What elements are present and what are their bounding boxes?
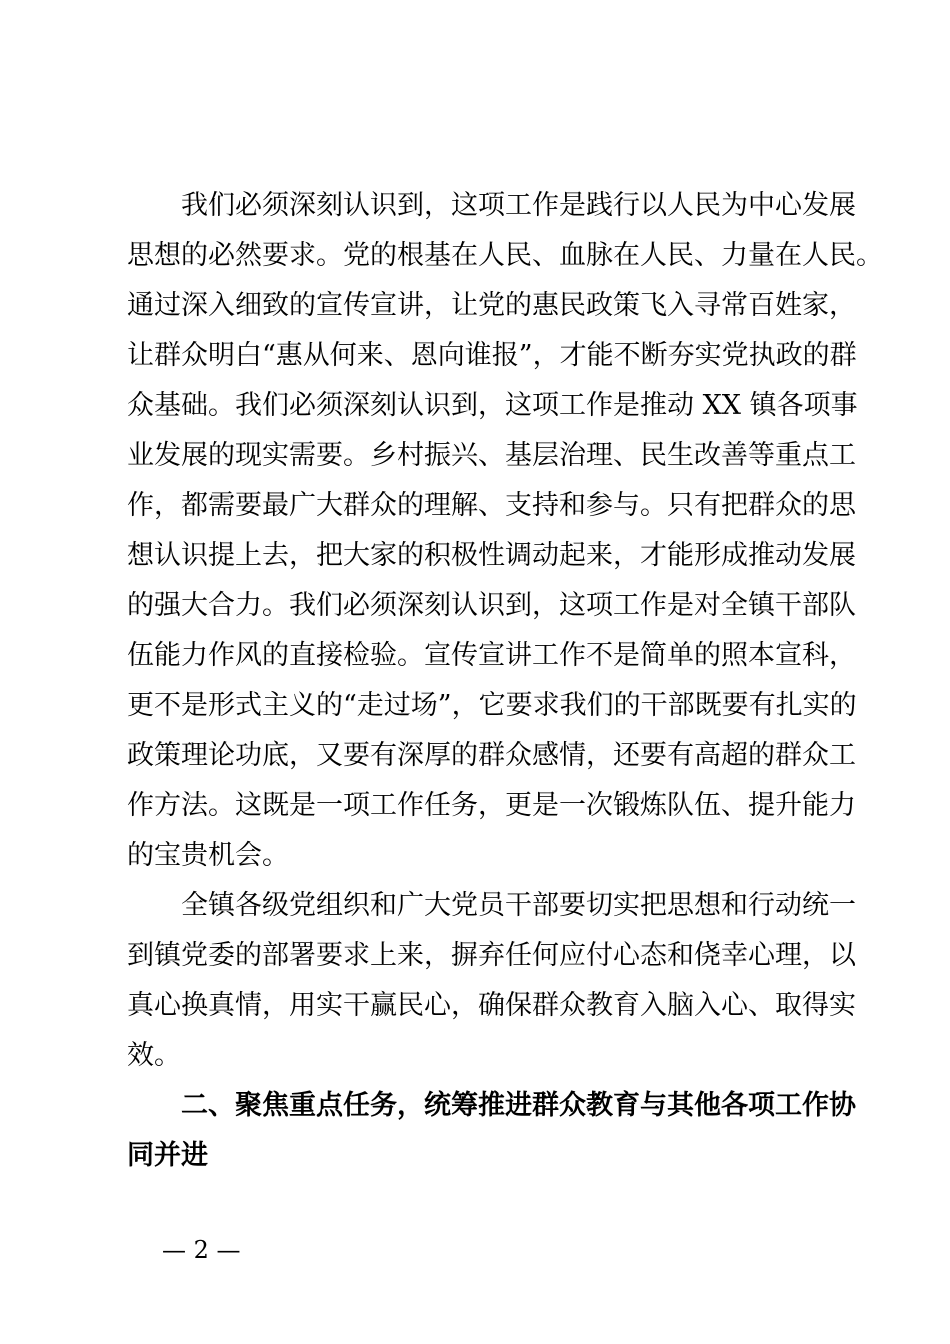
text-line: 想认识提上去，把大家的积极性调动起来，才能形成推动发展	[127, 540, 856, 571]
text-line: 让群众明白“惠从何来、恩向谁报”，才能不断夯实党执政的群	[127, 340, 857, 371]
text-line: 众基础。我们必须深刻认识到，这项工作是推动 XX 镇各项事	[127, 390, 858, 421]
text-line: 伍能力作风的直接检验。宣传宣讲工作不是简单的照本宣科，	[127, 640, 856, 671]
text-line: 更不是形式主义的“走过场”，它要求我们的干部既要有扎实的	[127, 690, 857, 721]
text-line: 的宝贵机会。	[127, 840, 289, 871]
section-heading-line: 二、聚焦重点任务，统筹推进群众教育与其他各项工作协	[127, 1090, 856, 1121]
text-line: 业发展的现实需要。乡村振兴、基层治理、民生改善等重点工	[127, 440, 856, 471]
text-line: 作方法。这既是一项工作任务，更是一次锻炼队伍、提升能力	[127, 790, 856, 821]
text-line: 真心换真情，用实干赢民心，确保群众教育入脑入心、取得实	[127, 990, 856, 1021]
page-number: — 2 —	[162, 1236, 241, 1264]
section-heading-line: 同并进	[127, 1140, 208, 1171]
text-line: 的强大合力。我们必须深刻认识到，这项工作是对全镇干部队	[127, 590, 856, 621]
text-line: 我们必须深刻认识到，这项工作是践行以人民为中心发展	[127, 190, 856, 221]
text-line: 通过深入细致的宣传宣讲，让党的惠民政策飞入寻常百姓家，	[127, 290, 856, 321]
text-line: 政策理论功底，又要有深厚的群众感情，还要有高超的群众工	[127, 740, 856, 771]
text-line: 到镇党委的部署要求上来，摒弃任何应付心态和侥幸心理，以	[127, 940, 856, 971]
text-line: 思想的必然要求。党的根基在人民、血脉在人民、力量在人民。	[127, 240, 883, 271]
text-line: 作，都需要最广大群众的理解、支持和参与。只有把群众的思	[127, 490, 856, 521]
body-text	[127, 181, 883, 1181]
text-line: 全镇各级党组织和广大党员干部要切实把思想和行动统一	[127, 890, 856, 921]
text-line: 效。	[127, 1040, 181, 1071]
